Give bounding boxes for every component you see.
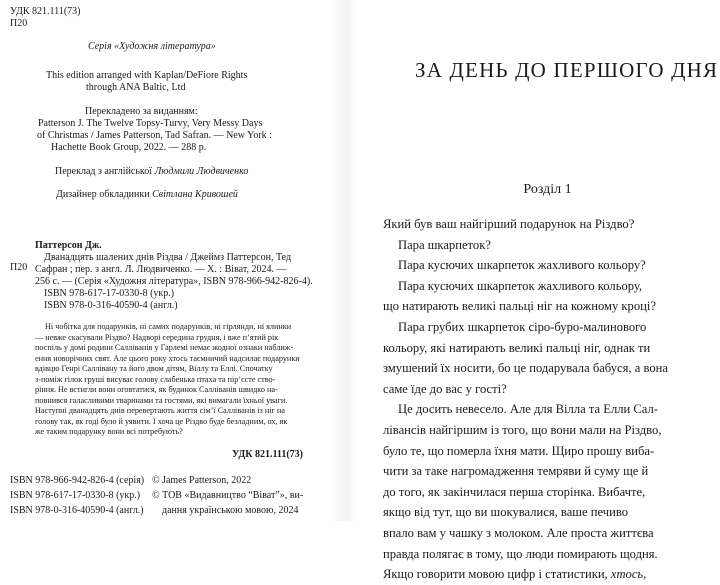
translated-from-line: Перекладено за виданням:: [85, 106, 198, 117]
body-line: саме їде до вас у гості?: [383, 381, 507, 396]
cip-line: Сафран ; пер. з англ. Л. Людвиченко. — Х. : Віват, 2024. —: [35, 264, 287, 275]
translated-from-line: of Christmas / James Patterson, Tad Safran. — New York :: [37, 130, 272, 141]
chapter-body: [383, 214, 720, 585]
translator-credit: Переклад з англійської Людмили Людвиченко: [55, 166, 249, 177]
isbn-series: ISBN 978-966-942-826-4 (серія): [10, 475, 145, 486]
cip-author: Паттерсон Дж.: [35, 240, 102, 251]
cip-isbn: ISBN 978-0-316-40590-4 (англ.): [44, 300, 178, 311]
body-line: до того, як закінчилася перша сторінка. Вибачте,: [383, 484, 646, 499]
translated-from-line: Patterson J. The Twelve Topsy-Turvy, Very Messy Days: [38, 118, 263, 129]
copyright-publisher: дання українською мовою, 2024: [162, 505, 299, 516]
body-line: кольору, які натирають великі пальці ніг, однак ти: [383, 340, 651, 355]
body-line: Пара шкарпеток?: [398, 237, 491, 252]
body-line: чити за таке нагромадження темряви й суму ще й: [383, 464, 649, 479]
body-line-last: Якщо говорити мовою цифр і статистики, хтось,: [383, 567, 647, 582]
annotation-line: ення новорічних свят. Але цього року хтось таємничий надсилає подарунки: [35, 353, 300, 363]
body-line: впало вам у чашку з молоком. Але проста життєва: [383, 525, 654, 540]
copyright-publisher: © ТОВ «Видавництво “Віват”», ви-: [152, 490, 304, 501]
edition-line: through ANA Baltic, Ltd: [86, 82, 186, 93]
body-line: Це досить невесело. Але для Вілла та Елли Сал-: [398, 402, 658, 417]
annotation-line: — невже скасували Різдво? Надворі середина грудня, і вже п’ятий рік: [35, 332, 279, 342]
udk-code: УДК 821.111(73): [10, 6, 81, 17]
left-page: [0, 0, 313, 521]
edition-line: This edition arranged with Kaplan/DeFiore Rights: [46, 70, 248, 81]
annotation-line: вдівцю Генрі Саллівану та його двом дітям, Віллу та Еллі. Спочатку: [35, 364, 273, 373]
annotation: [35, 322, 300, 438]
index-code: П20: [10, 18, 28, 29]
body-line: що натирають великі пальці ніг на кожному кроці?: [383, 299, 656, 314]
body-line: якщо від тут, що ви шокувалися, ваше печиво: [383, 505, 628, 520]
copyright-author: © James Patterson, 2022: [152, 475, 252, 486]
body-line: було те, що померла їхня мати. Щиро прошу виба-: [383, 443, 655, 458]
body-line: Пара кусючих шкарпеток жахливого кольору,: [398, 278, 643, 293]
annotation-line: з-поміж гілок груші висуває голову слабенька птаха та пір’єсте ство-: [35, 374, 276, 384]
annotation-line: Наступні дванадцять днів перевертають життя сім’ї Салліванів із ніг на: [35, 406, 285, 415]
section-heading: Розділ 1: [523, 182, 572, 197]
cip-line: 256 с. — (Серія «Художня література», ISBN 978-966-942-826-4).: [35, 276, 313, 287]
annotation-line: голову так, як годі було й уявити. І хоча це Різдво буде безладним, ох, як: [35, 416, 288, 426]
udk-bottom: УДК 821.111(73): [232, 449, 304, 460]
isbn-ukr: ISBN 978-617-17-0330-8 (укр.): [10, 490, 141, 501]
body-line: лівансів найгіршим із того, що вони мали на Різдво,: [383, 422, 662, 437]
annotation-line: поспіль у домі родини Салліванів у Гарлемі немає жодної ознаки наближ-: [35, 343, 294, 352]
body-line: правда полягає в тому, що люди помирають щодня.: [383, 546, 658, 561]
annotation-line: Ні чобітка для подарунків, ні самих подарунків, ні гірлянди, ні ялинки: [45, 322, 292, 331]
series-label: Серія «Художня література»: [88, 41, 216, 52]
right-page: [375, 0, 720, 582]
body-line: Пара кусючих шкарпеток жахливого кольору?: [398, 258, 646, 273]
cip-isbn: ISBN 978-617-17-0330-8 (укр.): [44, 288, 175, 299]
cip-index: П20: [10, 262, 28, 273]
body-line: Який був ваш найгірший подарунок на Різдво?: [383, 217, 635, 231]
body-line: змушений їх носити, бо це подарувала бабуся, а вона: [383, 361, 668, 376]
designer-credit: Дизайнер обкладинки Світлана Кривошей: [56, 189, 238, 200]
book-gutter: [330, 0, 358, 521]
cip-line: Дванадцять шалених днів Різдва / Джеймз Паттерсон, Тед: [44, 252, 292, 263]
annotation-line: ріння. Не встигли вони оговтатися, як будинок Салліванів швидко на-: [35, 385, 278, 394]
annotation-line: повнився галасливими тваринами та гостями, які вимагали їхньої уваги.: [35, 395, 288, 405]
annotation-line: же таким подарунку вони всі потребують?: [35, 427, 183, 436]
isbn-eng: ISBN 978-0-316-40590-4 (англ.): [10, 505, 144, 516]
translated-from-line: Hachette Book Group, 2022. — 288 p.: [51, 142, 207, 153]
chapter-title: ЗА ДЕНЬ ДО ПЕРШОГО ДНЯ: [415, 58, 719, 82]
body-line: Пара грубих шкарпеток сіро-буро-малинового: [398, 319, 647, 334]
